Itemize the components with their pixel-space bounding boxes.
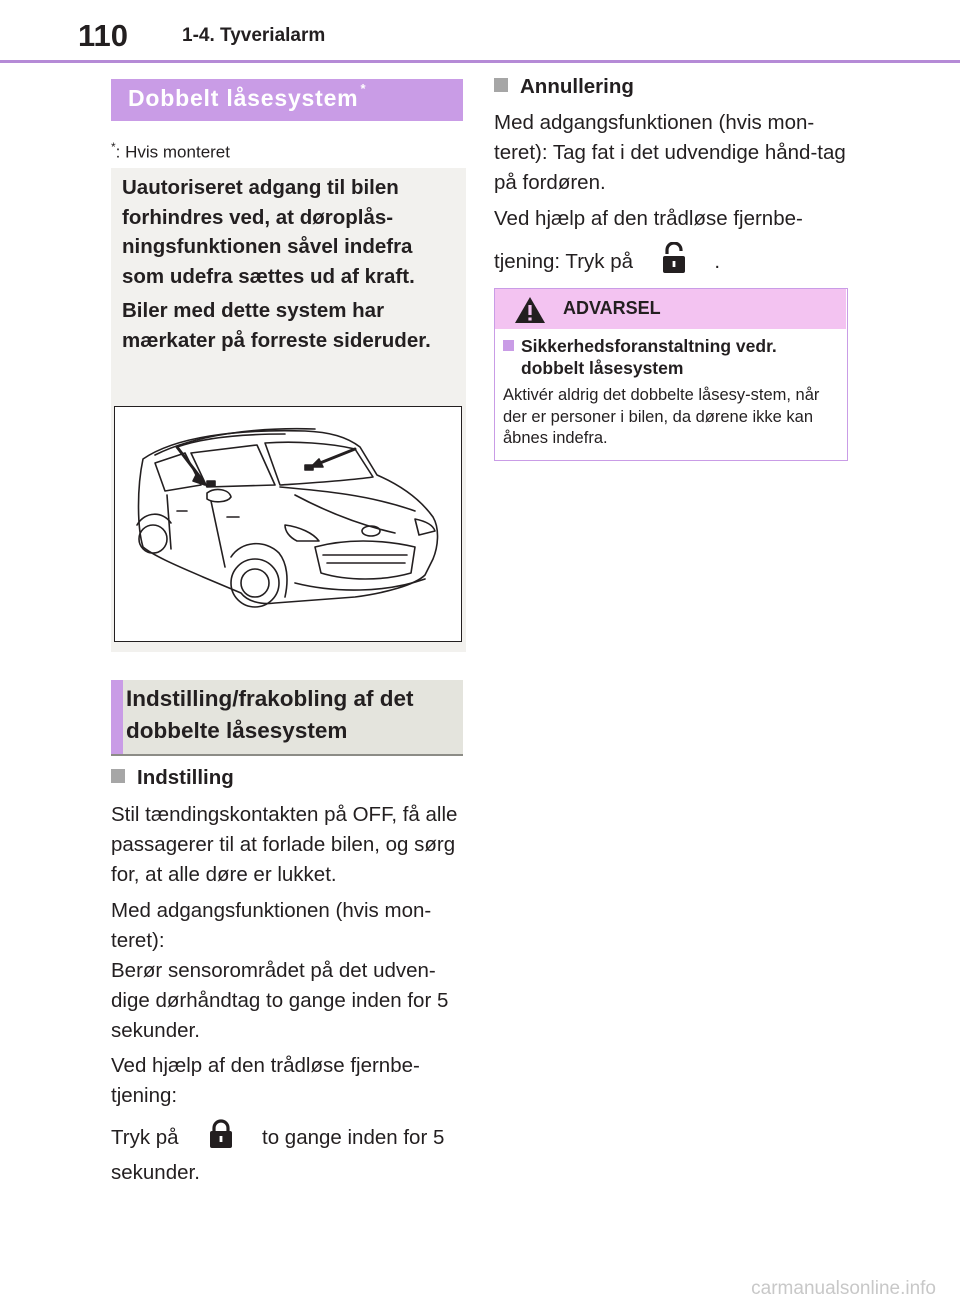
section-heading: Dobbelt låsesystem bbox=[128, 85, 359, 111]
warning-triangle-icon bbox=[513, 295, 547, 325]
header-rule bbox=[0, 60, 960, 63]
section-title: 1-4. Tyverialarm bbox=[182, 25, 326, 46]
footnote bbox=[111, 140, 230, 163]
warning-box bbox=[494, 288, 848, 461]
setting-press-suffix: to gange inden for 5 sekunder. bbox=[111, 1125, 445, 1184]
info-paragraph-2: Biler med dette system har mærkater på forreste sideruder. bbox=[122, 299, 431, 352]
suv-line-drawing bbox=[115, 407, 460, 640]
warning-text: Aktivér aldrig det dobbelte låsesy-stem, når der er personer i bilen, da dørene ikke kan åbnes indefra. bbox=[503, 386, 820, 447]
cancel-paragraph-3 bbox=[494, 242, 846, 283]
subsection-banner bbox=[111, 680, 463, 756]
cancel-paragraph-2: Ved hjælp af den trådløse fjernbe- bbox=[494, 207, 803, 230]
setting-paragraph-1: Stil tændingskontakten på OFF, få alle passagerer til at forlade bilen, og sørg for, at alle døre er lukket. bbox=[111, 803, 458, 886]
warning-subheading: Sikkerhedsforanstaltning vedr. dobbelt låsesystem bbox=[521, 336, 777, 378]
warning-subheading-row bbox=[503, 335, 833, 379]
info-paragraph-1: Uautoriseret adgang til bilen forhindres ved, at døroplås-ningsfunktionen såvel indefra som udefra sættes ud af kraft. bbox=[122, 176, 415, 288]
cancel-heading-row bbox=[494, 75, 634, 99]
bullet-square bbox=[494, 78, 508, 92]
subsection-accent-bar bbox=[111, 680, 123, 754]
lock-closed-icon bbox=[208, 1119, 234, 1158]
section-banner bbox=[111, 79, 463, 121]
setting-heading-row bbox=[111, 766, 234, 790]
bullet-square bbox=[503, 340, 514, 351]
section-heading-marker: * bbox=[360, 81, 366, 96]
info-box bbox=[111, 168, 466, 652]
cancel-press-suffix: . bbox=[714, 249, 721, 273]
cancel-heading: Annullering bbox=[520, 75, 634, 98]
subsection-heading: Indstilling/frakobling af det dobbelte låsesystem bbox=[126, 686, 414, 743]
warning-header bbox=[495, 289, 846, 329]
lock-open-icon bbox=[661, 242, 687, 283]
bullet-square bbox=[111, 769, 125, 783]
cancel-press-label: tjening: Tryk på bbox=[494, 249, 634, 273]
setting-paragraph-2a: Med adgangsfunktionen (hvis mon-teret): bbox=[111, 899, 432, 952]
setting-press-label: Tryk på bbox=[111, 1125, 179, 1149]
setting-paragraph-4 bbox=[111, 1119, 466, 1188]
footnote-marker: * bbox=[111, 140, 116, 154]
cancel-paragraph-1: Med adgangsfunktionen (hvis mon-teret): Tag fat i det udvendige hånd-tag på fordøren. bbox=[494, 111, 846, 194]
page-number: 110 bbox=[78, 18, 129, 53]
setting-paragraph-3: Ved hjælp af den trådløse fjernbe-tjening: bbox=[111, 1054, 420, 1107]
watermark: carmanualsonline.info bbox=[751, 1278, 936, 1299]
car-illustration bbox=[114, 406, 462, 642]
footnote-text: : Hvis monteret bbox=[115, 142, 230, 162]
setting-paragraph-2b: Berør sensorområdet på det udven-dige dørhåndtag to gange inden for 5 sekunder. bbox=[111, 959, 449, 1042]
setting-heading: Indstilling bbox=[137, 766, 234, 789]
warning-title: ADVARSEL bbox=[563, 298, 661, 318]
